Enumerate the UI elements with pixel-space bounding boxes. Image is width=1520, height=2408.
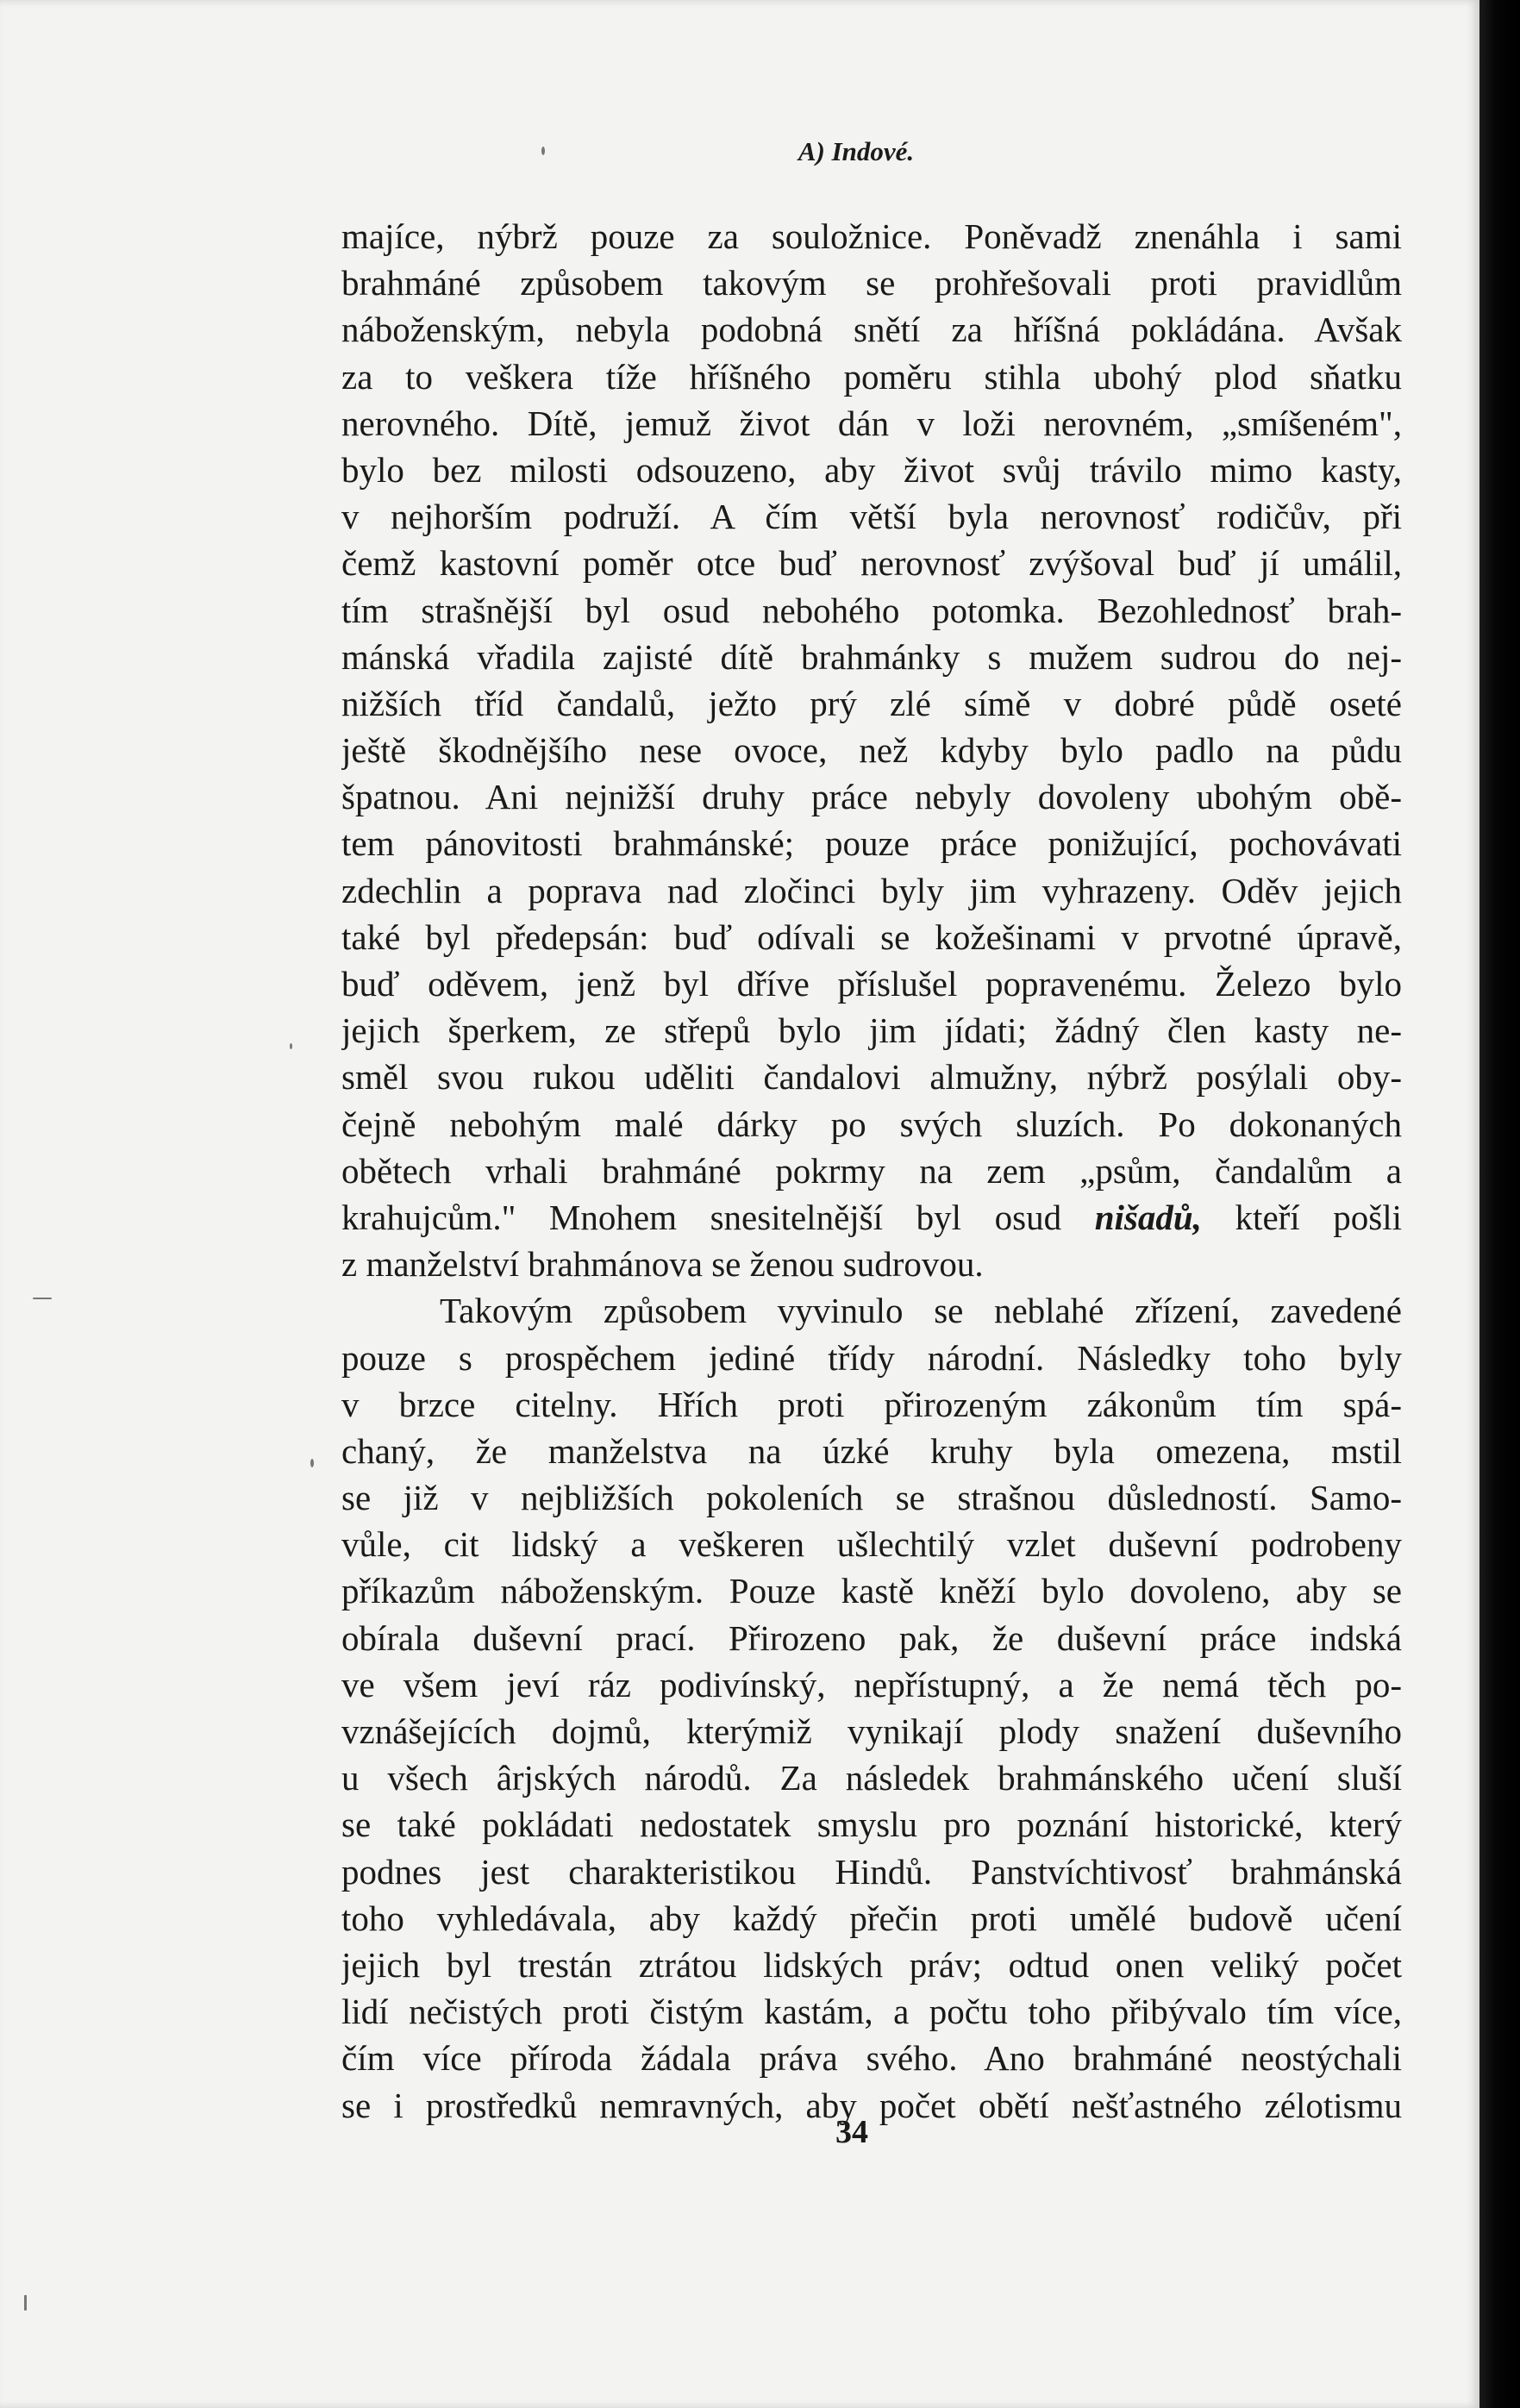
text-line: se také pokládati nedostatek smyslu pro poznání historické, který: [341, 1804, 1402, 1845]
text-line: čemž kastovní poměr otce buď nerovnosť zvýšoval buď jí umálil,: [341, 543, 1402, 584]
text-line: Takovým způsobem vyvinulo se neblahé zřízení, zavedené: [440, 1291, 1402, 1331]
scan-speck: [290, 1043, 292, 1049]
text-line: příkazům náboženským. Pouze kastě kněží bylo dovoleno, aby se: [341, 1571, 1402, 1611]
text-line: se i prostředků nemravných, aby počet obětí nešťastného zélotismu: [341, 2085, 1402, 2125]
body-text: [341, 213, 1402, 2129]
text-line: mánská vřadila zajisté dítě brahmánky s mužem sudrou do nej-: [341, 636, 1402, 677]
text-line: ve všem jeví ráz podivínský, nepřístupný, a že nemá těch po-: [341, 1664, 1402, 1704]
text-line: tím strašnější byl osud nebohého potomka. Bezohlednosť brah-: [341, 590, 1402, 630]
text-line: brahmáné způsobem takovým se prohřešovali proti pravidlům: [341, 263, 1402, 303]
text-line: špatnou. Ani nejnižší druhy práce nebyly dovoleny ubohým obě-: [341, 777, 1402, 817]
text-line: podnes jest charakteristikou Hindů. Panstvíchtivosť brahmánská: [341, 1851, 1402, 1892]
text-line: bylo bez milosti odsouzeno, aby život svůj trávilo mimo kasty,: [341, 449, 1402, 490]
scan-speck: [541, 147, 545, 155]
text-line: tem pánovitosti brahmánské; pouze práce ponižující, pochovávati: [341, 823, 1402, 864]
text-line: zdechlin a poprava nad zločinci byly jim vyhrazeny. Oděv jejich: [341, 870, 1402, 910]
text-line: čejně nebohým malé dárky po svých sluzích. Po dokonaných: [341, 1104, 1402, 1144]
scan-speck: [310, 1459, 314, 1467]
text-line: v brzce citelny. Hřích proti přirozeným zákonům tím spá-: [341, 1384, 1402, 1424]
text-line: směl svou rukou uděliti čandalovi almužny, nýbrž posýlali oby-: [341, 1057, 1402, 1098]
text-line: vůle, cit lidský a veškeren ušlechtilý vzlet duševní podrobeny: [341, 1524, 1402, 1565]
text-line: obírala duševní prací. Přirozeno pak, že duševní práce indská: [341, 1617, 1402, 1658]
scan-speck: [24, 2295, 27, 2311]
text-line: také byl předepsán: buď odívali se kožešinami v prvotné úpravě,: [341, 916, 1402, 957]
text-line: nižších tříd čandalů, ježto prý zlé símě v dobré půdě oseté: [341, 683, 1402, 723]
text-line: vznášejících dojmů, kterýmiž vynikají plody snažení duševního: [341, 1711, 1402, 1751]
text-line: jejich byl trestán ztrátou lidských práv; odtud onen veliký počet: [341, 1944, 1402, 1985]
text-line: v nejhorším podruží. A čím větší byla nerovnosť rodičův, při: [341, 497, 1402, 537]
text-line: majíce, nýbrž pouze za souložnice. Poněvadž znenáhla i sami: [341, 216, 1402, 256]
text-line-with-emphasis: [341, 1194, 1402, 1241]
text-line: jejich šperkem, ze střepů bylo jim jídati; žádný člen kasty ne-: [341, 1010, 1402, 1051]
text-line: toho vyhledávala, aby každý přečin proti umělé budově učení: [341, 1898, 1402, 1938]
running-head: A) Indové.: [798, 136, 915, 166]
text-line: obětech vrhali brahmáné pokrmy na zem „psům, čandalům a: [341, 1150, 1402, 1191]
text-line: z manželství brahmánova se ženou sudrovou.: [341, 1244, 984, 1285]
text-line: buď oděvem, jenž byl dříve příslušel popravenému. Železo bylo: [341, 964, 1402, 1004]
line-end: kteří pošli: [1235, 1197, 1402, 1237]
text-line: čím více příroda žádala práva svého. Ano brahmáné neostýchali: [341, 2038, 1402, 2079]
text-line: za to veškera tíže hříšného poměru stihla ubohý plod sňatku: [341, 356, 1402, 397]
text-line: u všech ârjských národů. Za následek brahmánského učení sluší: [341, 1758, 1402, 1798]
text-line: ještě škodnějšího nese ovoce, než kdyby bylo padlo na půdu: [341, 730, 1402, 771]
line-start: krahujcům." Mnohem snesitelnější byl osud: [341, 1197, 1062, 1237]
text-line: se již v nejbližších pokoleních se strašnou důsledností. Samo-: [341, 1478, 1402, 1518]
scan-speck: [33, 1298, 52, 1299]
page-number: 34: [835, 2114, 868, 2150]
emphasized-term: nišadů,: [1094, 1197, 1202, 1237]
text-line: pouze s prospěchem jediné třídy národní. Následky toho byly: [341, 1337, 1402, 1378]
scan-right-edge: [1479, 0, 1520, 2408]
text-line: náboženským, nebyla podobná snětí za hříšná pokládána. Avšak: [341, 310, 1402, 350]
text-line: lidí nečistých proti čistým kastám, a počtu toho přibývalo tím více,: [341, 1992, 1402, 2032]
text-line: nerovného. Dítě, jemuž život dán v loži nerovném, „smíšeném",: [341, 403, 1402, 443]
text-line: chaný, že manželstva na úzké kruhy byla omezena, mstil: [341, 1430, 1402, 1471]
